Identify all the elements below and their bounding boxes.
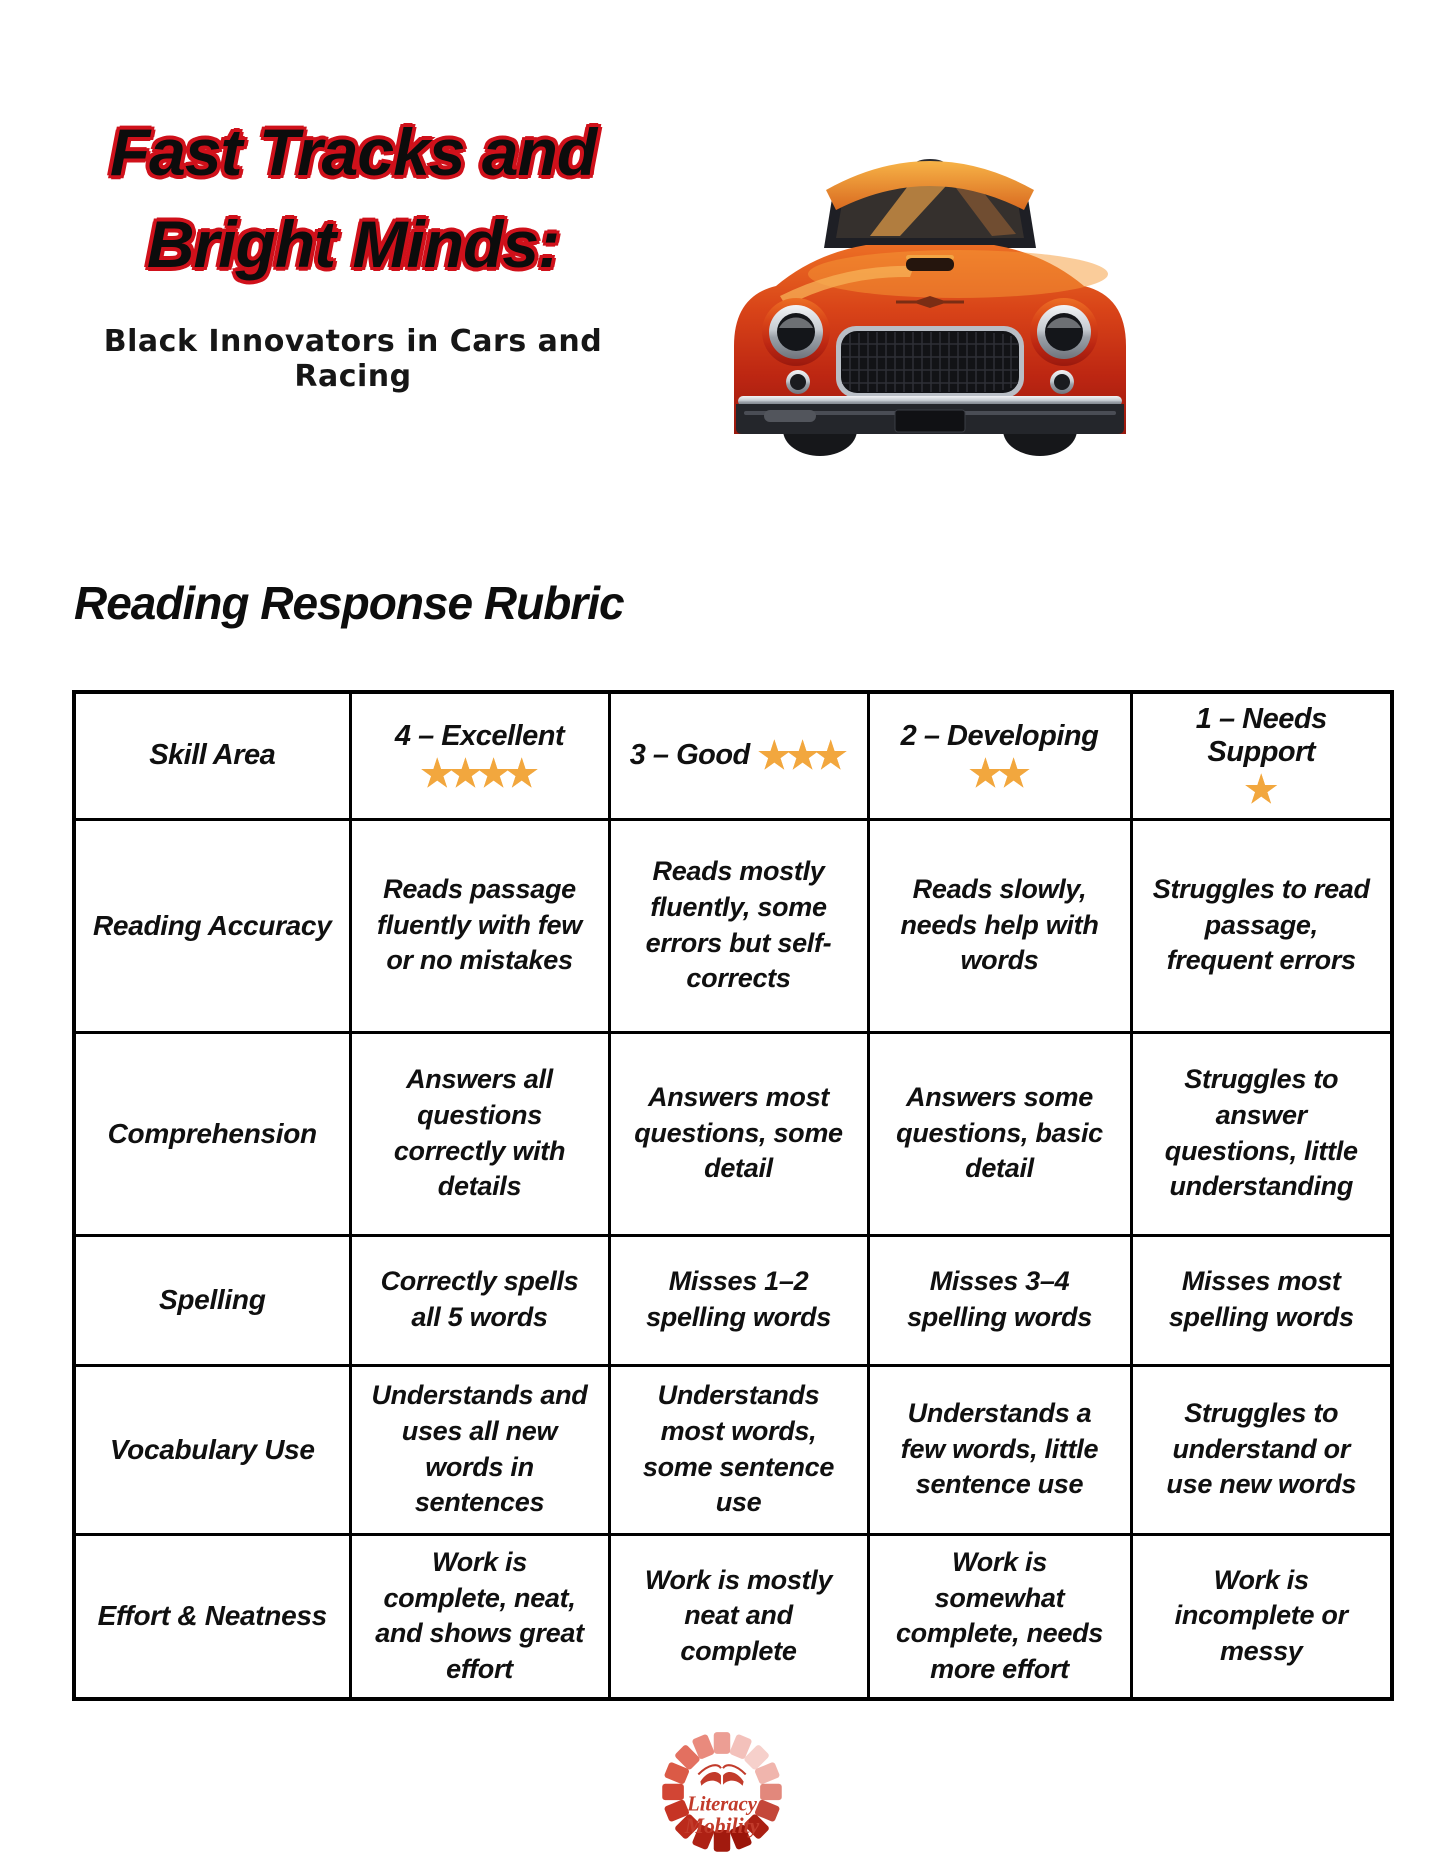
table-row-comprehension bbox=[74, 1032, 1392, 1235]
table-header-row bbox=[74, 692, 1392, 819]
rubric-cell: Struggles to read passage, frequent errors bbox=[1131, 819, 1392, 1032]
rubric-cell: Work is incomplete or messy bbox=[1131, 1534, 1392, 1699]
rubric-cell: Understands and uses all new words in sentences bbox=[350, 1365, 609, 1534]
four-stars-icon: ★★★★ bbox=[420, 752, 534, 794]
logo-text-line2: Mobility bbox=[684, 1814, 760, 1839]
rubric-table bbox=[72, 690, 1394, 1701]
skill-label: Reading Accuracy bbox=[74, 819, 350, 1032]
rubric-cell: Work is somewhat complete, needs more effort bbox=[868, 1534, 1131, 1699]
logo-image bbox=[655, 1726, 789, 1862]
title-line-1: Fast Tracks and bbox=[109, 115, 597, 189]
title-line-2: Bright Minds: bbox=[146, 207, 560, 281]
rubric-cell: Reads slowly, needs help with words bbox=[868, 819, 1131, 1032]
rubric-cell: Misses most spelling words bbox=[1131, 1235, 1392, 1365]
column-header-excellent bbox=[350, 692, 609, 819]
table-row-spelling bbox=[74, 1235, 1392, 1365]
rubric-heading: Reading Response Rubric bbox=[74, 577, 624, 629]
open-book-icon bbox=[698, 1765, 745, 1786]
table-row-vocabulary-use bbox=[74, 1365, 1392, 1534]
column-label: 4 – Excellent bbox=[394, 719, 565, 752]
column-label: 3 – Good bbox=[629, 739, 750, 772]
two-stars-icon: ★★ bbox=[968, 752, 1026, 794]
rubric-cell: Misses 3–4 spelling words bbox=[868, 1235, 1131, 1365]
page-subtitle: Black Innovators in Cars and Racing bbox=[103, 324, 603, 394]
rubric-cell: Understands a few words, little sentence use bbox=[868, 1365, 1131, 1534]
skill-label: Effort & Neatness bbox=[74, 1534, 350, 1699]
column-header-good bbox=[609, 692, 868, 819]
page-title bbox=[88, 106, 618, 290]
rubric-cell: Work is mostly neat and complete bbox=[609, 1534, 868, 1699]
rubric-cell: Struggles to answer questions, little understanding bbox=[1131, 1032, 1392, 1235]
logo-text-line1: Literacy bbox=[687, 1793, 757, 1816]
classic-car-illustration bbox=[718, 124, 1142, 458]
rubric-cell: Answers some questions, basic detail bbox=[868, 1032, 1131, 1235]
column-header-skill-area bbox=[74, 692, 350, 819]
rubric-cell: Correctly spells all 5 words bbox=[350, 1235, 609, 1365]
one-star-icon: ★ bbox=[1244, 769, 1273, 811]
three-stars-icon: ★★★ bbox=[757, 735, 843, 777]
rubric-cell: Struggles to understand or use new words bbox=[1131, 1365, 1392, 1534]
column-label: Skill Area bbox=[149, 739, 276, 772]
skill-label: Comprehension bbox=[74, 1032, 350, 1235]
rubric-cell: Reads mostly fluently, some errors but self-corrects bbox=[609, 819, 868, 1032]
rubric-cell: Reads passage fluently with few or no mistakes bbox=[350, 819, 609, 1032]
literacy-mobility-logo bbox=[655, 1726, 789, 1862]
rubric-cell: Work is complete, neat, and shows great effort bbox=[350, 1534, 609, 1699]
rubric-cell: Understands most words, some sentence use bbox=[609, 1365, 868, 1534]
rubric-cell: Misses 1–2 spelling words bbox=[609, 1235, 868, 1365]
column-label: 1 – Needs Support bbox=[1195, 703, 1327, 769]
table-row-effort-neatness bbox=[74, 1534, 1392, 1699]
skill-label: Vocabulary Use bbox=[74, 1365, 350, 1534]
rubric-cell: Answers all questions correctly with details bbox=[350, 1032, 609, 1235]
classic-car-image bbox=[718, 124, 1142, 458]
column-header-developing bbox=[868, 692, 1131, 819]
skill-label: Spelling bbox=[74, 1235, 350, 1365]
title-block bbox=[88, 106, 618, 394]
table-row-reading-accuracy bbox=[74, 819, 1392, 1032]
column-header-needs-support bbox=[1131, 692, 1392, 819]
column-label: 2 – Developing bbox=[900, 719, 1099, 752]
rubric-cell: Answers most questions, some detail bbox=[609, 1032, 868, 1235]
